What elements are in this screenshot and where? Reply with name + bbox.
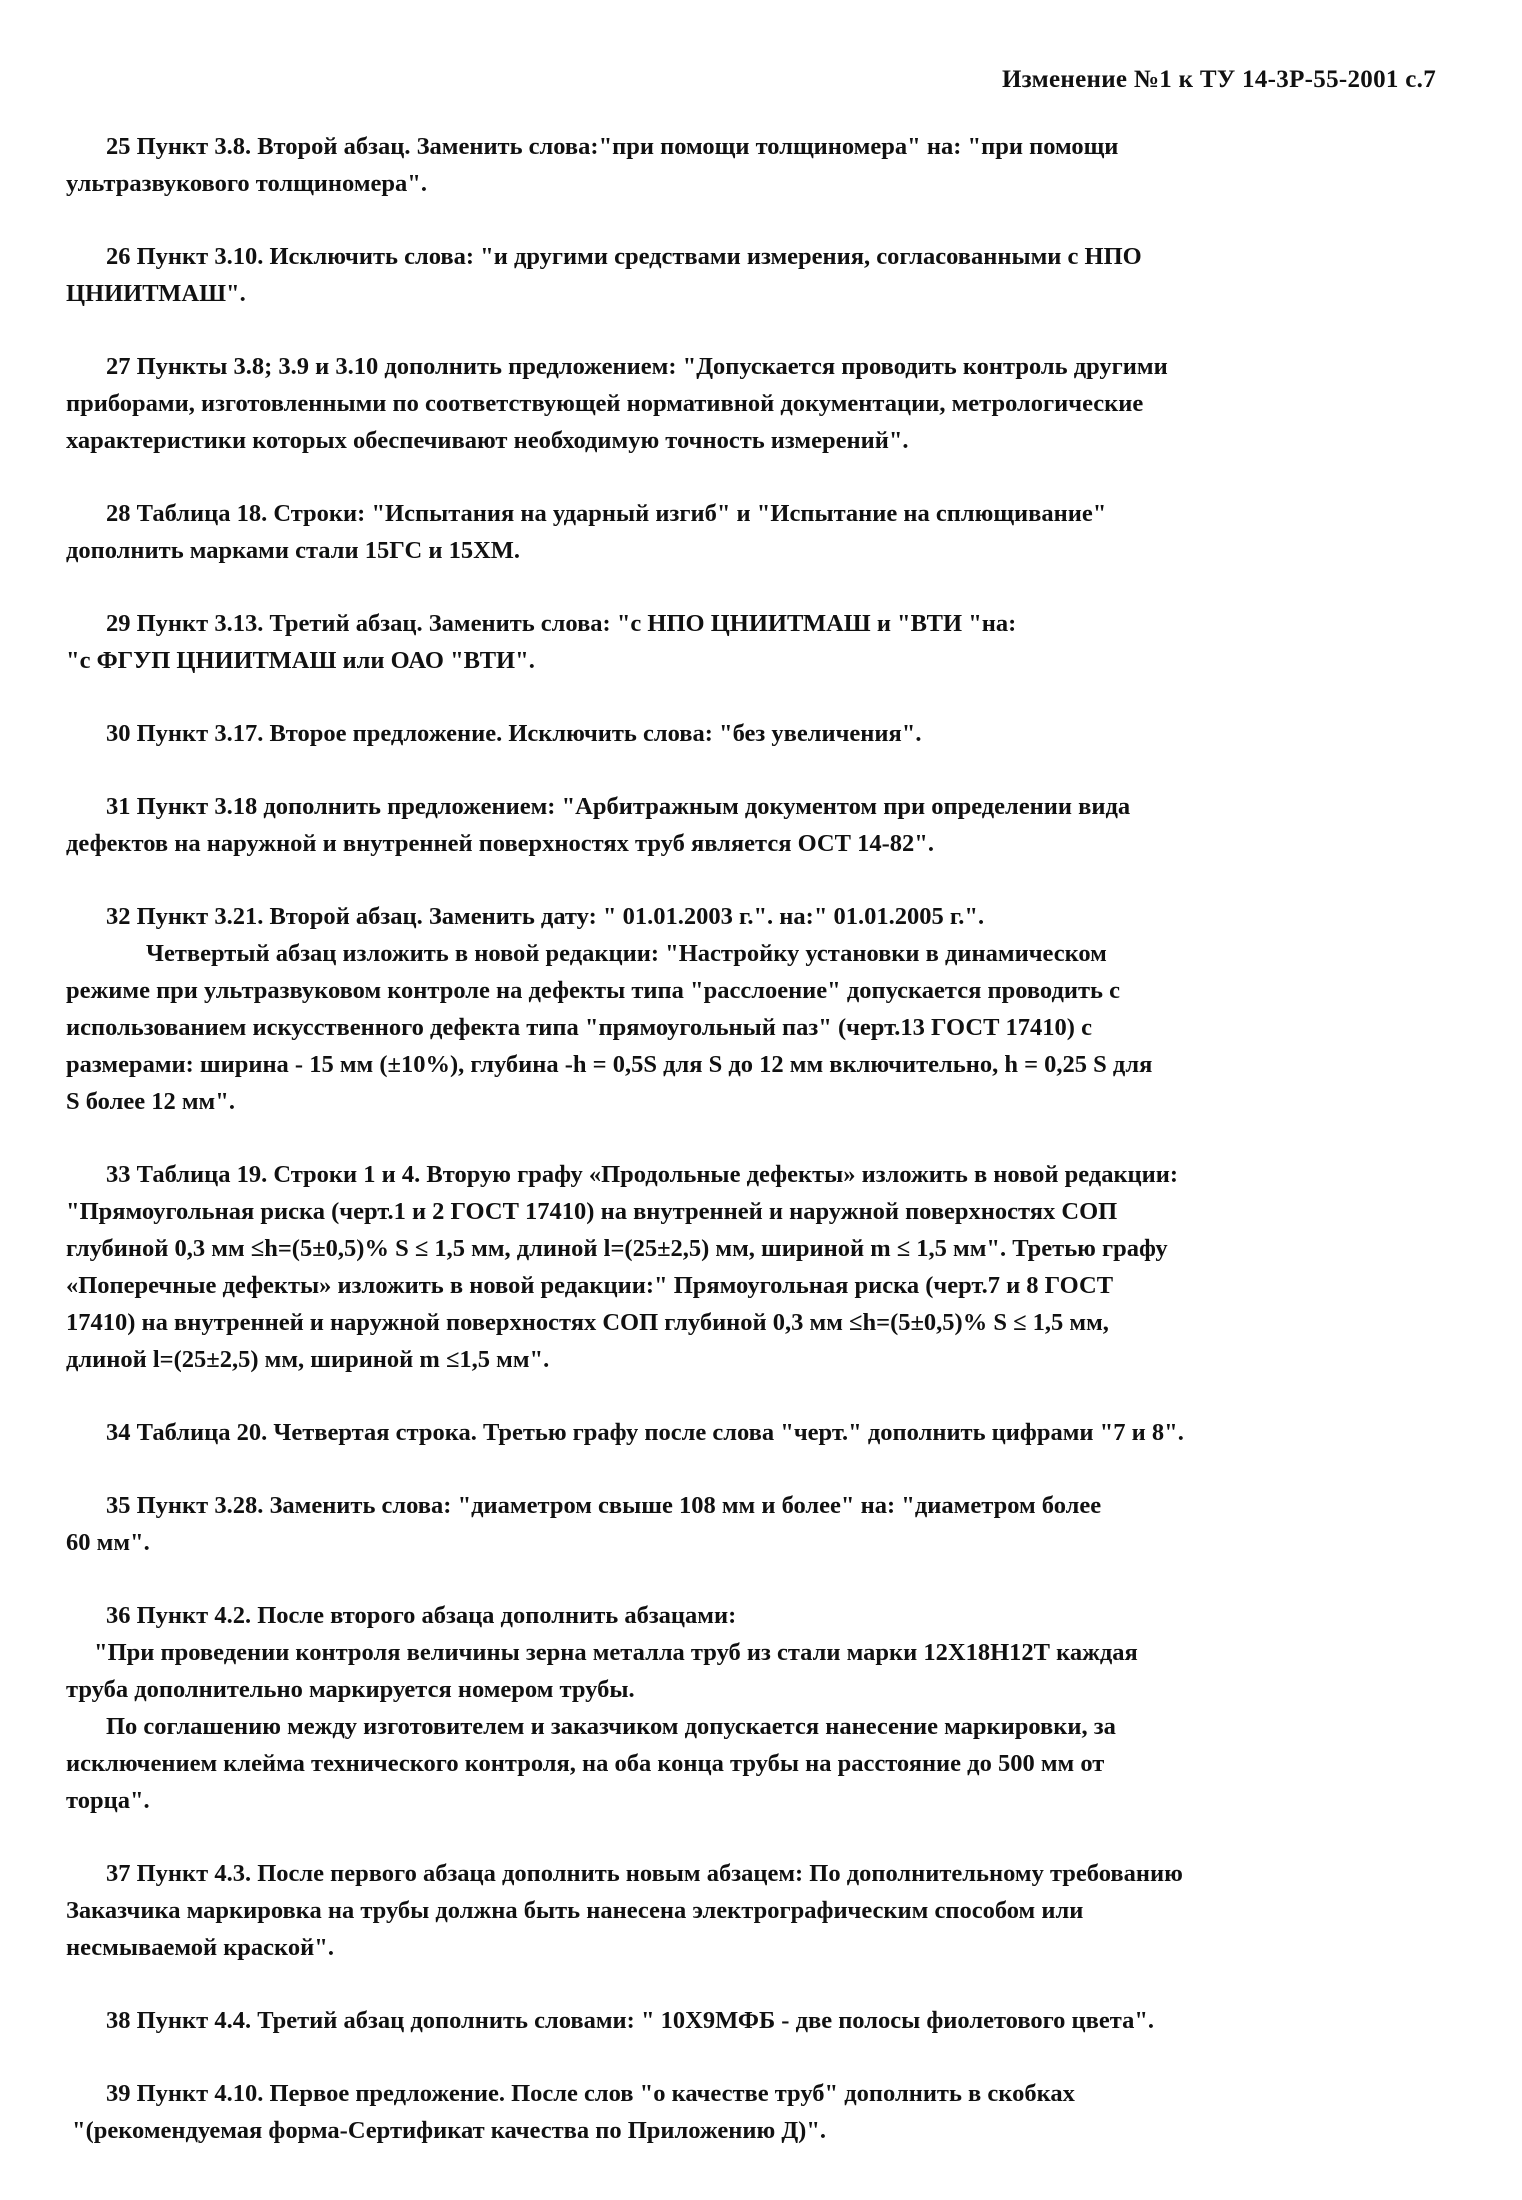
item-line: дефектов на наружной и внутренней поверхностях труб является ОСТ 14-82". (66, 830, 934, 857)
item-line: торца". (66, 1787, 150, 1814)
change-item-35 (66, 1487, 1472, 1561)
item-line: 35 Пункт 3.28. Заменить слова: "диаметром свыше 108 мм и более" на: "диаметром более (106, 1492, 1102, 1519)
item-line: приборами, изготовленными по соответствующей нормативной документации, метрологические (66, 390, 1144, 417)
item-line: "При проведении контроля величины зерна металла труб из стали марки 12Х18Н12Т каждая (94, 1639, 1138, 1666)
change-item-33 (66, 1156, 1472, 1378)
change-item-31 (66, 788, 1472, 862)
item-line: режиме при ультразвуковом контроле на дефекты типа "расслоение" допускается проводить с (66, 977, 1120, 1004)
change-item-32 (66, 898, 1472, 1120)
item-line: 38 Пункт 4.4. Третий абзац дополнить словами: " 10Х9МФБ - две полосы фиолетового цвета". (106, 2007, 1155, 2034)
item-line: ультразвукового толщиномера". (66, 170, 427, 197)
change-item-28 (66, 495, 1472, 569)
item-line: 17410) на внутренней и наружной поверхностях СОП глубиной 0,3 мм ≤h=(5±0,5)% S ≤ 1,5 мм, (66, 1309, 1109, 1336)
change-item-29 (66, 605, 1472, 679)
item-line: 31 Пункт 3.18 дополнить предложением: "Арбитражным документом при определении вида (106, 793, 1131, 820)
item-line: 36 Пункт 4.2. После второго абзаца дополнить абзацами: (106, 1602, 737, 1629)
change-item-37 (66, 1855, 1472, 1966)
change-item-27 (66, 348, 1472, 459)
item-line: 28 Таблица 18. Строки: "Испытания на ударный изгиб" и "Испытание на сплющивание" (106, 500, 1107, 527)
item-line: S более 12 мм". (66, 1088, 235, 1115)
item-line: 39 Пункт 4.10. Первое предложение. После слов "о качестве труб" дополнить в скобках (106, 2080, 1075, 2107)
item-line: "Прямоугольная риска (черт.1 и 2 ГОСТ 17410) на внутренней и наружной поверхностях СОП (66, 1198, 1118, 1225)
item-line: 29 Пункт 3.13. Третий абзац. Заменить слова: "с НПО ЦНИИТМАШ и "ВТИ "на: (106, 610, 1017, 637)
change-item-38 (66, 2002, 1472, 2039)
item-line: длиной l=(25±2,5) мм, шириной m ≤1,5 мм". (66, 1346, 550, 1373)
item-line: исключением клейма технического контроля, на оба конца трубы на расстояние до 500 мм от (66, 1750, 1105, 1777)
item-line: Четвертый абзац изложить в новой редакции: "Настройку установки в динамическом (146, 940, 1107, 967)
item-line: дополнить марками стали 15ГС и 15ХМ. (66, 537, 521, 564)
page-header: Изменение №1 к ТУ 14-3Р-55-2001 с.7 (1001, 66, 1436, 93)
change-item-36 (66, 1597, 1472, 1819)
item-line: глубиной 0,3 мм ≤h=(5±0,5)% S ≤ 1,5 мм, длиной l=(25±2,5) мм, шириной m ≤ 1,5 мм". Третью графу (66, 1235, 1168, 1262)
item-line: 60 мм". (66, 1529, 150, 1556)
item-line: По соглашению между изготовителем и заказчиком допускается нанесение маркировки, за (106, 1713, 1116, 1740)
item-line: "с ФГУП ЦНИИТМАШ или ОАО "ВТИ". (66, 647, 535, 674)
item-line: «Поперечные дефекты» изложить в новой редакции:" Прямоугольная риска (черт.7 и 8 ГОСТ (66, 1272, 1114, 1299)
item-line: 25 Пункт 3.8. Второй абзац. Заменить слова:"при помощи толщиномера" на: "при помощи (106, 133, 1119, 160)
item-line: ЦНИИТМАШ". (66, 280, 246, 307)
item-line: 32 Пункт 3.21. Второй абзац. Заменить дату: " 01.01.2003 г.". на:" 01.01.2005 г.". (106, 903, 985, 930)
item-line: размерами: ширина - 15 мм (±10%), глубина -h = 0,5S для S до 12 мм включительно, h = 0,25 S для (66, 1051, 1153, 1078)
item-line: 27 Пункты 3.8; 3.9 и 3.10 дополнить предложением: "Допускается проводить контроль другими (106, 353, 1168, 380)
item-line: 26 Пункт 3.10. Исключить слова: "и другими средствами измерения, согласованными с НПО (106, 243, 1142, 270)
change-item-39 (66, 2075, 1472, 2149)
item-line: Заказчика маркировка на трубы должна быть нанесена электрографическим способом или (66, 1897, 1084, 1924)
item-line: труба дополнительно маркируется номером трубы. (66, 1676, 635, 1703)
change-item-34 (66, 1414, 1472, 1451)
item-line: "(рекомендуемая форма-Сертификат качества по Приложению Д)". (72, 2117, 827, 2144)
change-item-26 (66, 238, 1472, 312)
item-line: несмываемой краской". (66, 1934, 334, 1961)
item-line: 34 Таблица 20. Четвертая строка. Третью графу после слова "черт." дополнить цифрами "7 и 8". (106, 1419, 1184, 1446)
change-items-list (66, 128, 1472, 2185)
item-line: использованием искусственного дефекта типа "прямоугольный паз" (черт.13 ГОСТ 17410) с (66, 1014, 1092, 1041)
change-item-30 (66, 715, 1472, 752)
item-line: 33 Таблица 19. Строки 1 и 4. Вторую графу «Продольные дефекты» изложить в новой редакции: (106, 1161, 1179, 1188)
item-line: 30 Пункт 3.17. Второе предложение. Исключить слова: "без увеличения". (106, 720, 922, 747)
item-line: характеристики которых обеспечивают необходимую точность измерений". (66, 427, 909, 454)
item-line: 37 Пункт 4.3. После первого абзаца дополнить новым абзацем: По дополнительному требованию (106, 1860, 1183, 1887)
change-item-25 (66, 128, 1472, 202)
